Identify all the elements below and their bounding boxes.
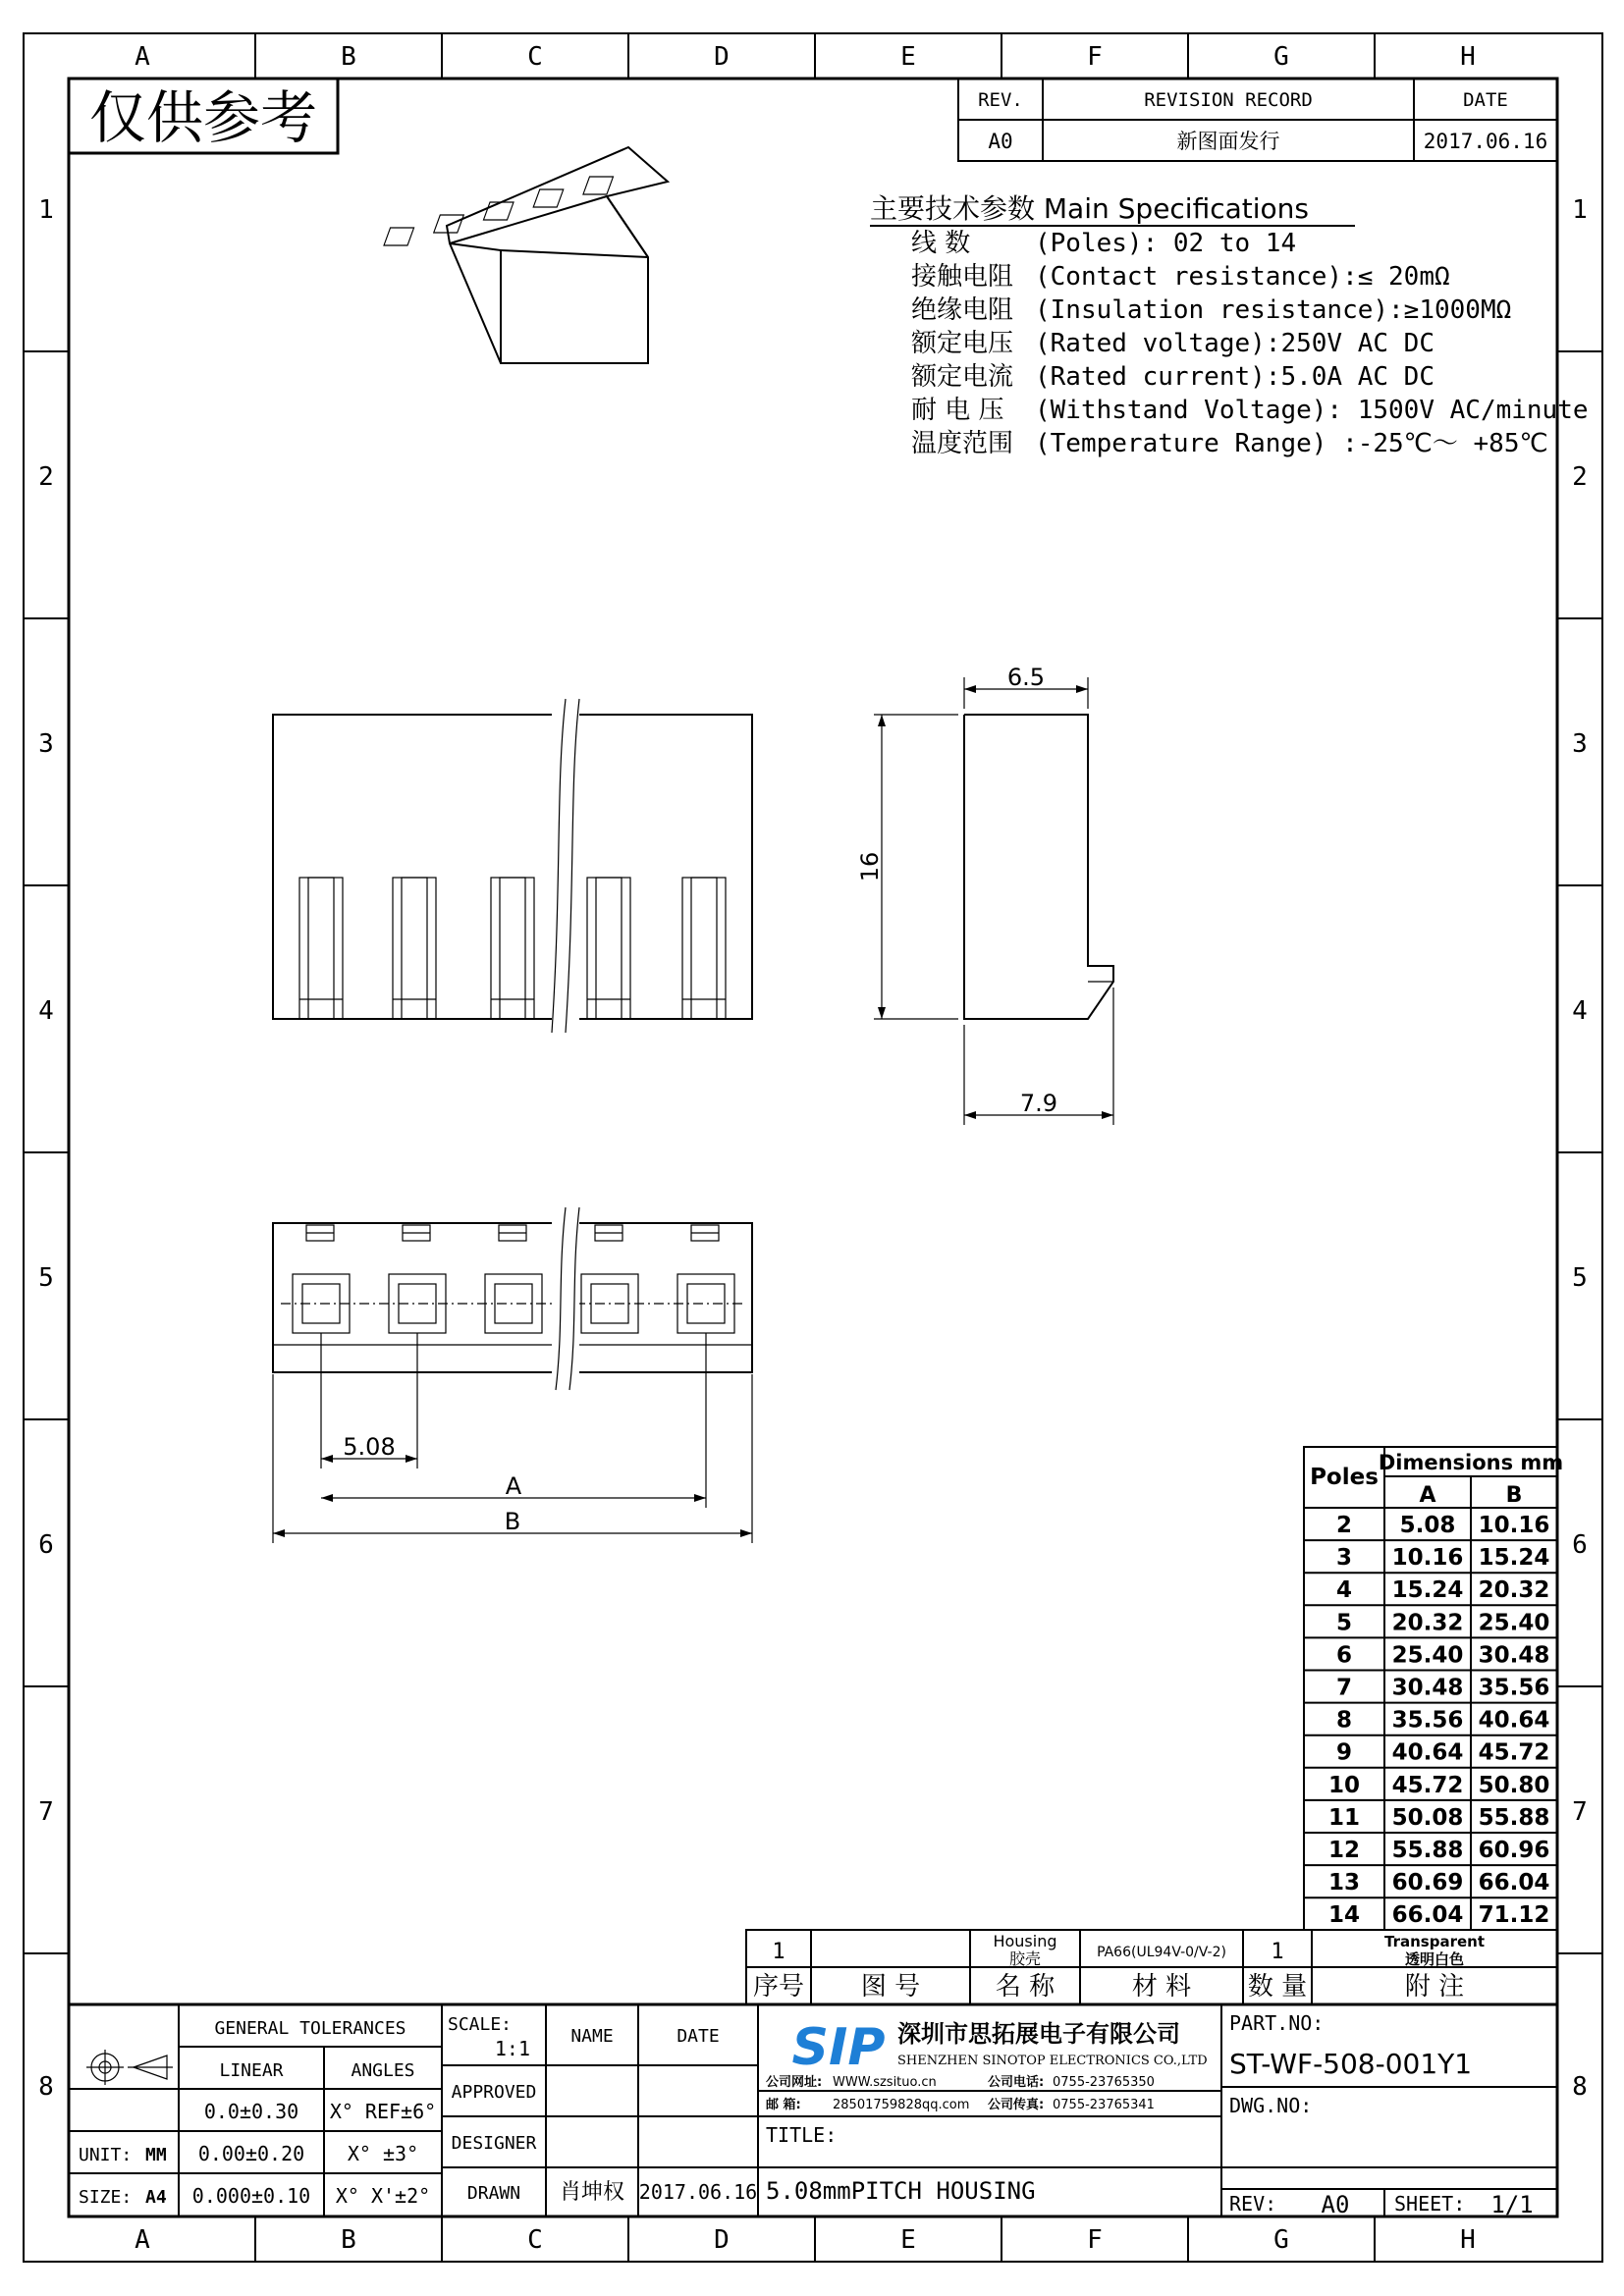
dim-table-a: 10.16	[1391, 1545, 1464, 1572]
col-label: H	[1460, 42, 1476, 72]
dim-table-poles: 14	[1327, 1902, 1361, 1929]
bom-header-name: 名 称	[995, 1972, 1056, 2002]
dim-table-a: 20.32	[1391, 1610, 1464, 1636]
web-label: 公司网址:	[766, 2075, 823, 2090]
drawn-name: 肖坤权	[559, 2180, 625, 2205]
col-a-header: A	[1419, 1483, 1436, 1508]
poles-header: Poles	[1310, 1465, 1379, 1490]
spec-value-en: (Rated current):5.0A AC DC	[1035, 362, 1435, 392]
dim-table-poles: 3	[1335, 1545, 1353, 1572]
sheet-label: SHEET:	[1394, 2192, 1466, 2216]
name-header: NAME	[570, 2026, 614, 2047]
col-label: E	[900, 2225, 916, 2255]
col-b-header: B	[1505, 1483, 1523, 1508]
row-label: 6	[38, 1530, 54, 1560]
tol-linear: 0.00±0.20	[197, 2142, 305, 2165]
mail-value: 28501759828qq.com	[833, 2098, 970, 2112]
bom-no: 1	[772, 1940, 785, 1964]
col-label: F	[1087, 42, 1103, 72]
column-labels-top	[135, 42, 1476, 72]
row-label: 2	[38, 462, 54, 492]
spec-value-en: (Contact resistance):≤ 20mΩ	[1035, 262, 1450, 292]
spec-value-en: (Temperature Range) :-25℃～ +85℃	[1035, 429, 1548, 458]
row-label: 7	[38, 1797, 54, 1827]
col-label: G	[1273, 2225, 1289, 2255]
spec-label-zh: 额定电流	[911, 362, 1014, 392]
fax-value: 0755-23765341	[1053, 2098, 1155, 2112]
row-label: 8	[38, 2072, 54, 2102]
col-label: E	[900, 42, 916, 72]
revision-description: 新图面发行	[1176, 130, 1280, 153]
row-label: 5	[1572, 1263, 1588, 1293]
dim-table-a: 55.88	[1391, 1838, 1464, 1863]
bom-header-qty: 数 量	[1247, 1972, 1308, 2002]
company-name-en: SHENZHEN SINOTOP ELECTRONICS CO.,LTD	[897, 2054, 1208, 2068]
spec-label-zh: 绝缘电阻	[911, 295, 1014, 325]
drawn-date: 2017.06.16	[638, 2180, 758, 2204]
spec-value-en: (Poles): 02 to 14	[1035, 229, 1297, 258]
unit-value: MM	[145, 2145, 167, 2165]
bom-header-material: 材 料	[1131, 1972, 1192, 2002]
column-labels-bottom	[135, 2225, 1476, 2255]
scale-value: 1:1	[494, 2037, 530, 2060]
col-label: D	[714, 2225, 730, 2255]
dim-table-b: 55.88	[1478, 1804, 1550, 1831]
row-labels-left	[38, 195, 54, 2102]
top-view	[273, 1207, 752, 1543]
row-ticks	[24, 351, 1602, 1953]
bom-name-zh: 胶壳	[1008, 1949, 1042, 1968]
dim-a: A	[505, 1472, 522, 1500]
bom-header-remark: 附 注	[1404, 1972, 1465, 2002]
title-label: TITLE:	[766, 2123, 838, 2147]
dim-table-poles: 12	[1327, 1838, 1361, 1863]
revision-record-header: REVISION RECORD	[1144, 89, 1313, 111]
scale-label: SCALE:	[448, 2014, 513, 2035]
row-label: 4	[38, 996, 54, 1026]
col-label: A	[135, 42, 150, 72]
specifications	[870, 192, 1589, 458]
general-tolerances: GENERAL TOLERANCES	[214, 2018, 406, 2039]
row-label: 1	[1572, 195, 1588, 225]
row-label: 8	[1572, 2072, 1588, 2102]
part-no-label: PART.NO:	[1229, 2011, 1325, 2035]
dim-table-a: 60.69	[1391, 1870, 1464, 1896]
dimensions-header: Dimensions mm	[1378, 1451, 1564, 1474]
dim-table-a: 66.04	[1391, 1902, 1464, 1929]
dimension-table	[1304, 1447, 1563, 1930]
row-label: 3	[1572, 729, 1588, 759]
dim-table-b: 40.64	[1478, 1707, 1550, 1734]
dim-table-poles: 5	[1335, 1610, 1353, 1636]
phone-label: 公司电话:	[988, 2075, 1045, 2090]
row-label: 1	[38, 195, 54, 225]
col-label: C	[527, 42, 543, 72]
dim-table-b: 50.80	[1478, 1772, 1550, 1798]
spec-value-en: (Insulation resistance):≥1000MΩ	[1035, 295, 1512, 325]
rev-value-title: A0	[1321, 2191, 1350, 2218]
dim-table-b: 25.40	[1478, 1610, 1550, 1636]
isometric-view	[384, 147, 668, 363]
unit-label: UNIT:	[79, 2145, 133, 2165]
linear-header: LINEAR	[219, 2060, 284, 2081]
row-label: 2	[1572, 462, 1588, 492]
col-label: B	[341, 2225, 356, 2255]
company-logo-text: SIP	[791, 2018, 886, 2077]
dim-table-a: 25.40	[1391, 1642, 1464, 1669]
spec-label-zh: 温度范围	[911, 429, 1014, 458]
date-header: DATE	[677, 2026, 720, 2047]
spec-value-en: (Rated voltage):250V AC DC	[1035, 329, 1435, 358]
row-label: 7	[1572, 1797, 1588, 1827]
row-label: 5	[38, 1263, 54, 1293]
dim-table-a: 35.56	[1391, 1707, 1464, 1734]
spec-heading: 主要技术参数 Main Specifications	[870, 192, 1310, 225]
tol-linear: 0.0±0.30	[203, 2100, 299, 2123]
dim-table-a: 45.72	[1391, 1772, 1464, 1798]
rev-value: A0	[988, 130, 1013, 153]
dim-table-b: 60.96	[1478, 1838, 1550, 1863]
col-label: D	[714, 42, 730, 72]
dim-table-a: 40.64	[1391, 1739, 1464, 1766]
dim-table-poles: 4	[1335, 1577, 1353, 1604]
drawn-label: DRAWN	[466, 2183, 521, 2204]
dim-side-height: 16	[856, 851, 884, 882]
dim-table-b: 15.24	[1478, 1545, 1550, 1572]
dim-table-a: 5.08	[1399, 1513, 1456, 1538]
revision-table	[958, 79, 1557, 161]
dim-table-poles: 9	[1335, 1739, 1353, 1766]
projection-symbol-icon	[86, 2050, 173, 2085]
spec-label-zh: 接触电阻	[911, 262, 1014, 292]
row-labels-right	[1572, 195, 1588, 2102]
dim-table-b: 66.04	[1478, 1870, 1550, 1896]
row-label: 3	[38, 729, 54, 759]
watermark-text: 仅供参考	[88, 84, 318, 151]
tol-linear: 0.000±0.10	[191, 2184, 311, 2208]
dim-table-poles: 8	[1335, 1707, 1353, 1734]
dim-table-b: 30.48	[1478, 1642, 1550, 1669]
web-value: WWW.szsituo.cn	[833, 2075, 937, 2090]
designer-label: DESIGNER	[451, 2133, 537, 2154]
dim-table-poles: 7	[1335, 1675, 1353, 1701]
bom-table	[746, 1930, 1557, 2004]
mail-label: 邮 箱:	[766, 2098, 801, 2112]
dim-table-b: 20.32	[1478, 1577, 1550, 1604]
size-label: SIZE:	[79, 2187, 133, 2208]
dim-table-b: 35.56	[1478, 1675, 1550, 1701]
dwg-no-label: DWG.NO:	[1229, 2094, 1313, 2117]
dim-b: B	[504, 1508, 521, 1535]
dim-table-a: 15.24	[1391, 1577, 1464, 1604]
dim-table-b: 10.16	[1478, 1513, 1550, 1538]
spec-label-zh: 线 数	[911, 229, 971, 258]
col-label: H	[1460, 2225, 1476, 2255]
col-label: F	[1087, 2225, 1103, 2255]
dim-side-width: 6.5	[1006, 664, 1046, 691]
bom-header-no: 序号	[752, 1972, 805, 2002]
spec-value-en: (Withstand Voltage): 1500V AC/minute	[1035, 396, 1589, 425]
phone-value: 0755-23765350	[1053, 2075, 1155, 2090]
size-value: A4	[145, 2187, 167, 2208]
sheet-value: 1/1	[1490, 2191, 1534, 2218]
bom-remark-zh: 透明白色	[1404, 1950, 1465, 1968]
tol-angle: X° ±3°	[347, 2142, 419, 2165]
revision-date: 2017.06.16	[1423, 130, 1548, 153]
dim-table-a: 30.48	[1391, 1675, 1464, 1701]
col-label: C	[527, 2225, 543, 2255]
col-label: A	[135, 2225, 150, 2255]
bom-header-drawing: 图 号	[860, 1972, 921, 2002]
col-label: B	[341, 42, 356, 72]
title-block	[69, 2004, 1557, 2218]
spec-label-zh: 额定电压	[911, 329, 1014, 358]
rev-label: REV:	[1229, 2192, 1277, 2216]
dim-side-bottom: 7.9	[1019, 1090, 1058, 1117]
title-value: 5.08mmPITCH HOUSING	[766, 2177, 1036, 2205]
bom-qty: 1	[1271, 1940, 1284, 1964]
fax-label: 公司传真:	[988, 2098, 1045, 2112]
spec-label-zh: 耐 电 压	[911, 396, 1004, 425]
col-label: G	[1273, 42, 1289, 72]
row-label: 4	[1572, 996, 1588, 1026]
dim-table-poles: 6	[1335, 1642, 1353, 1669]
dim-pitch: 5.08	[343, 1433, 396, 1461]
company-name-zh: 深圳市思拓展电子有限公司	[897, 2020, 1180, 2048]
rev-header: REV.	[978, 89, 1023, 111]
part-no-value: ST-WF-508-001Y1	[1229, 2048, 1473, 2080]
company-logo	[766, 2018, 885, 2077]
bom-name-en: Housing	[993, 1932, 1057, 1950]
date-header: DATE	[1463, 89, 1508, 111]
dim-table-poles: 2	[1335, 1513, 1353, 1538]
dim-table-poles: 13	[1327, 1870, 1361, 1896]
bom-material: PA66(UL94V-0/V-2)	[1097, 1945, 1226, 1960]
dim-table-a: 50.08	[1391, 1804, 1464, 1831]
dim-table-b: 71.12	[1478, 1902, 1550, 1929]
front-view	[273, 699, 752, 1033]
side-view	[856, 664, 1113, 1125]
angles-header: ANGLES	[351, 2060, 415, 2081]
dim-table-poles: 11	[1327, 1804, 1361, 1831]
bom-remark-en: Transparent	[1384, 1933, 1485, 1950]
tol-angle: X° REF±6°	[329, 2100, 437, 2123]
row-label: 6	[1572, 1530, 1588, 1560]
dim-table-poles: 10	[1327, 1772, 1361, 1798]
tol-angle: X° X'±2°	[335, 2184, 431, 2208]
dim-table-b: 45.72	[1478, 1739, 1550, 1766]
approved-label: APPROVED	[451, 2082, 537, 2103]
